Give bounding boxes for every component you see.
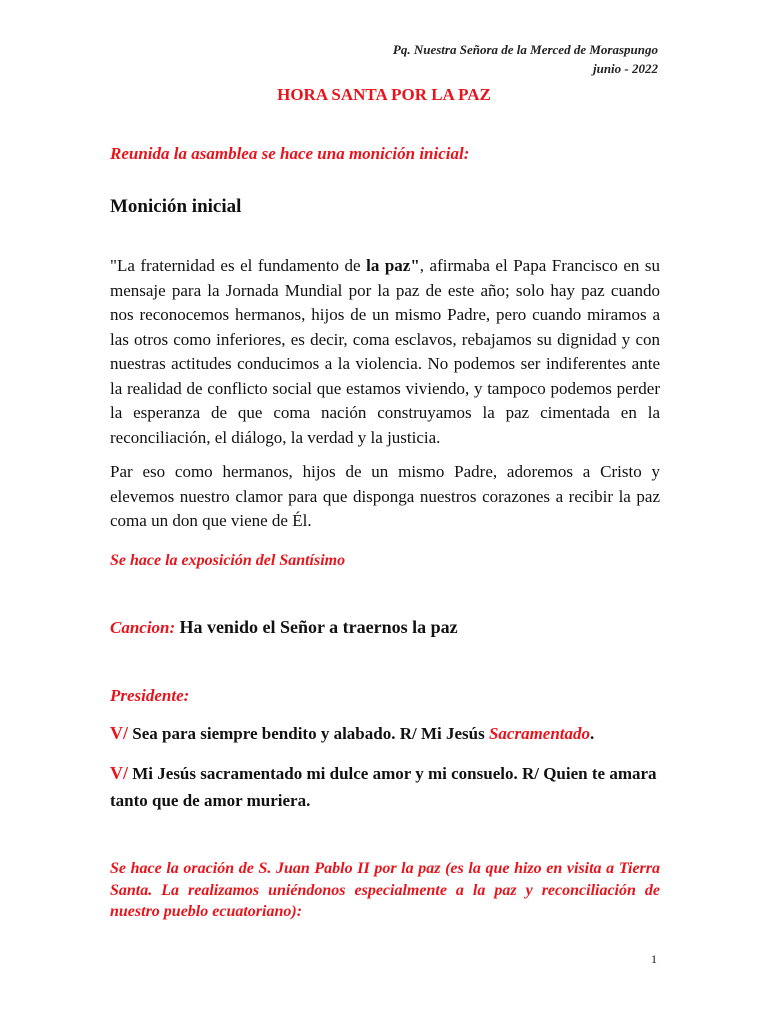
oracion-instruction: Se hace la oración de S. Juan Pablo II por la paz (es la que hizo en visita a Tierra Santa. La realizamos uniéndonos especialmente a la paz y reconciliación de nuestro pueblo ecuatoriano):: [110, 860, 660, 920]
intro-instruction: Reunida la asamblea se hace una monición inicial:: [110, 144, 470, 163]
versicle-1: [110, 720, 660, 747]
monicion-heading: Monición inicial: [110, 196, 242, 217]
paragraph-adoremos: Par eso como hermanos, hijos de un mismo Padre, adoremos a Cristo y elevemos nuestro clamor para que disponga nuestros corazones a recibir la paz coma un don que viene de Él.: [110, 462, 660, 530]
versicle-mark: V/: [110, 763, 128, 783]
paragraph-fraternidad-start: "La fraternidad es el fundamento de: [110, 256, 367, 275]
paragraph-fraternidad: [110, 254, 660, 450]
versicle-mark: V/: [110, 723, 128, 743]
document-title: HORA SANTA POR LA PAZ: [277, 85, 491, 104]
parish-name: Pq. Nuestra Señora de la Merced de Moraspungo: [392, 42, 658, 57]
versicle-1-highlight: Sacramentado: [488, 724, 591, 743]
paragraph-fraternidad-bold: la paz": [366, 256, 420, 275]
versicle-1-end: .: [590, 724, 595, 743]
cancion-title: Ha venido el Señor a traernos la paz: [179, 617, 458, 637]
cancion-line: [110, 617, 660, 638]
document-date: junio - 2022: [592, 61, 658, 76]
exposicion-instruction: Se hace la exposición del Santísimo: [110, 552, 346, 569]
versicle-1-text: Sea para siempre bendito y alabado. R/ Mi Jesús: [132, 724, 489, 743]
page-number: 1: [651, 952, 657, 966]
cancion-label: Cancion:: [110, 618, 176, 637]
document-header: [393, 40, 658, 78]
presidente-label: Presidente:: [110, 686, 190, 705]
versicle-2: [110, 760, 660, 814]
versicle-2-text: Mi Jesús sacramentado mi dulce amor y mi consuelo. R/ Quien te amara tanto que de amor muriera.: [110, 764, 657, 810]
paragraph-fraternidad-rest: , afirmaba el Papa Francisco en su mensaje para la Jornada Mundial por la paz de este año; solo hay paz cuando nos reconocemos hermanos, hijos de un mismo Padre, pero cuando miramos a las otros como inferiores, es decir, coma esclavos, rebajamos su dignidad y con nuestras actitudes conducimos a la violencia. No podemos ser indiferentes ante la realidad de conflicto social que estamos viviendo, y tampoco podemos perder la esperanza de que coma nación construyamos la paz cimentada en la reconciliación, el diálogo, la verdad y la justicia.: [110, 256, 660, 447]
